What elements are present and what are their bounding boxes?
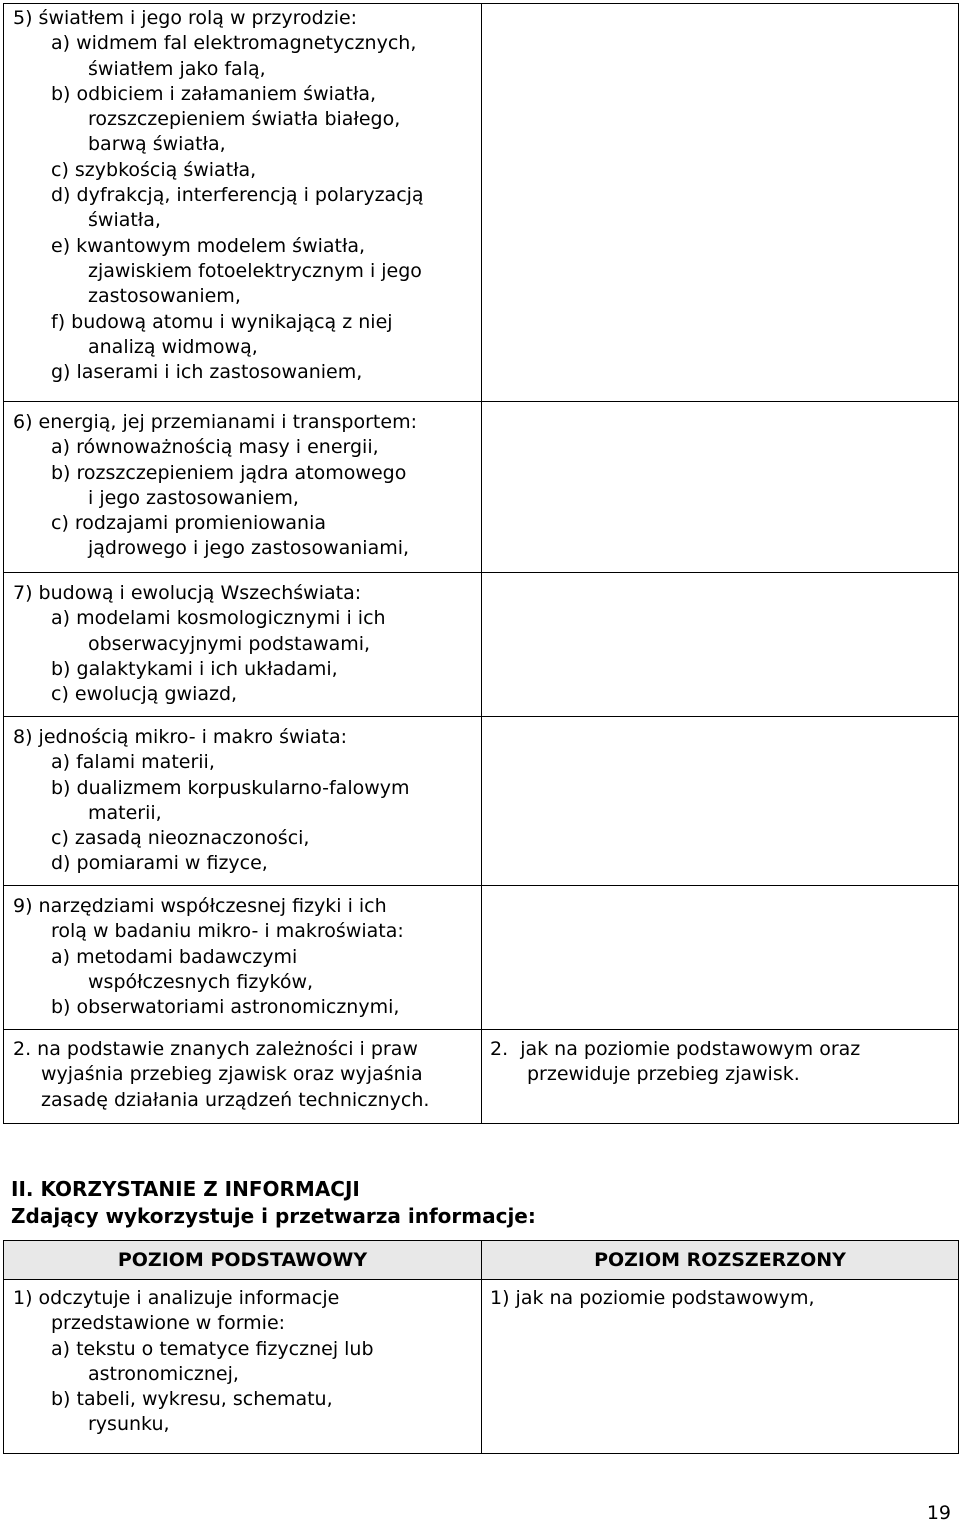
list-item: współczesnych fizyków, [88, 970, 314, 993]
list-item: c) rodzajami promieniowania [51, 512, 326, 535]
requirement-text: 2. na podstawie znanych zależności i praw [13, 1038, 418, 1060]
section-title: 6) energią, jej przemianami i transportem: [13, 411, 417, 433]
list-item: a) metodami badawczymi [51, 945, 298, 968]
table-row [4, 1029, 958, 1123]
list-item: astronomicznej, [88, 1362, 239, 1385]
list-item: d) dyfrakcją, interferencją i polaryzacją [51, 184, 424, 207]
list-item: i jego zastosowaniem, [88, 486, 299, 509]
list-item: jądrowego i jego zastosowaniami, [88, 537, 410, 560]
list-item: c) zasadą nieoznaczoności, [51, 827, 310, 850]
cell-basic [4, 886, 482, 1029]
list-item: a) równoważnością masy i energii, [51, 436, 379, 459]
section-title: 8) jednością mikro- i makro świata: [13, 726, 347, 748]
list-item: c) ewolucją gwiazd, [51, 683, 238, 706]
cell-basic [4, 717, 482, 885]
section-heading: II. KORZYSTANIE Z INFORMACJI [11, 1177, 360, 1201]
list-item: a) widmem fal elektromagnetycznych, [51, 32, 417, 55]
requirement-text: 1) odczytuje i analizuje informacje [13, 1287, 340, 1309]
list-item: barwą światła, [88, 133, 226, 156]
requirement-text: 1) jak na poziomie podstawowym, [490, 1287, 815, 1309]
table-row [4, 572, 958, 716]
list-item: zastosowaniem, [88, 285, 241, 308]
section-title: 5) światłem i jego rolą w przyrodzie: [13, 7, 358, 29]
cell-basic [4, 573, 482, 716]
table-row [4, 401, 958, 572]
list-item: d) pomiarami w fizyce, [51, 852, 268, 875]
requirement-text: zasadę działania urządzeń technicznych. [41, 1088, 430, 1111]
list-item: światła, [88, 209, 161, 232]
list-item: b) galaktykami i ich układami, [51, 657, 338, 680]
cell-basic [4, 1280, 482, 1453]
list-item: f) budową atomu i wynikającą z niej [51, 310, 393, 333]
cell-basic [4, 402, 482, 572]
list-item: zjawiskiem fotoelektrycznym i jego [88, 259, 422, 282]
list-item: rysunku, [88, 1413, 170, 1436]
list-item: c) szybkością światła, [51, 158, 257, 181]
list-item: b) obserwatoriami astronomicznymi, [51, 996, 400, 1019]
cell-extended [482, 886, 958, 1029]
cell-extended [482, 1030, 958, 1123]
section-title: rolą w badaniu mikro- i makroświata: [51, 920, 404, 943]
section-title: 7) budową i ewolucją Wszechświata: [13, 582, 362, 604]
cell-extended [482, 4, 958, 401]
requirement-text: 2. jak na poziomie podstawowym oraz [490, 1038, 861, 1060]
requirement-text: wyjaśnia przebieg zjawisk oraz wyjaśnia [41, 1063, 423, 1086]
list-item: b) odbiciem i załamaniem światła, [51, 82, 377, 105]
list-item: a) falami materii, [51, 751, 215, 774]
table-row [4, 716, 958, 885]
list-item: a) modelami kosmologicznymi i ich [51, 607, 386, 630]
cell-extended [482, 717, 958, 885]
table-header-row [4, 1241, 958, 1279]
table-row [4, 1279, 958, 1453]
cell-extended [482, 402, 958, 572]
list-item: b) tabeli, wykresu, schematu, [51, 1388, 333, 1411]
list-item: światłem jako falą, [88, 57, 266, 80]
page-number: 19 [926, 1502, 951, 1524]
section-title: 9) narzędziami współczesnej fizyki i ich [13, 895, 387, 917]
requirements-table [3, 3, 959, 1124]
cell-extended [482, 1280, 958, 1453]
list-item: b) rozszczepieniem jądra atomowego [51, 461, 407, 484]
column-header-basic: POZIOM PODSTAWOWY [4, 1241, 482, 1279]
list-item: g) laserami i ich zastosowaniem, [51, 361, 363, 384]
requirement-text: przewiduje przebieg zjawisk. [527, 1063, 800, 1086]
list-item: obserwacyjnymi podstawami, [88, 632, 371, 655]
list-item: materii, [88, 801, 162, 824]
list-item: rozszczepieniem światła białego, [88, 108, 401, 131]
list-item: e) kwantowym modelem światła, [51, 234, 366, 257]
cell-basic [4, 4, 482, 401]
cell-extended [482, 573, 958, 716]
requirement-text: przedstawione w formie: [51, 1312, 286, 1335]
column-header-extended: POZIOM ROZSZERZONY [594, 1249, 846, 1271]
section-subheading: Zdający wykorzystuje i przetwarza informacje: [11, 1204, 536, 1228]
information-table [3, 1240, 959, 1454]
list-item: a) tekstu o tematyce fizycznej lub [51, 1337, 374, 1360]
cell-basic [4, 1030, 482, 1123]
table-row [4, 4, 958, 401]
list-item: b) dualizmem korpuskularno-falowym [51, 776, 410, 799]
list-item: analizą widmową, [88, 335, 258, 358]
table-row [4, 885, 958, 1029]
